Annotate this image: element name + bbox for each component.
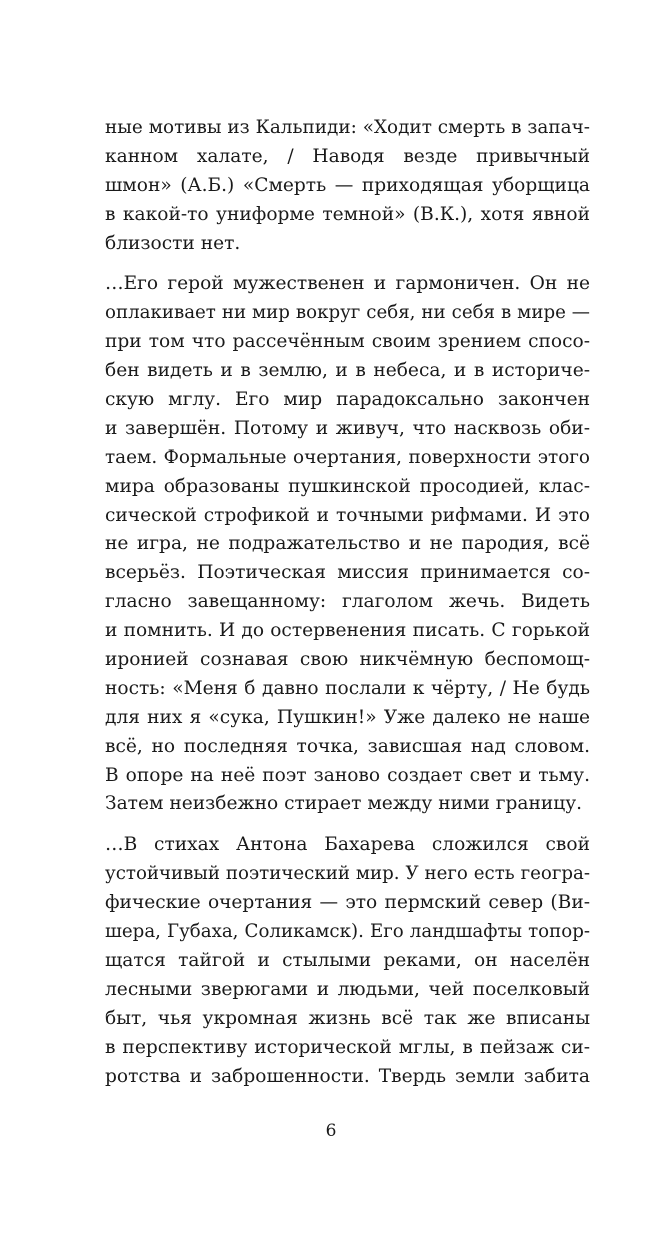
text-line: ность: «Меня б давно послали к чёрту, / Не будь (105, 677, 590, 699)
text-line: всё, но последняя точка, зависшая над словом. (105, 735, 590, 757)
text-line: быт, чья укромная жизнь всё так же вписаны (105, 1007, 590, 1029)
text-line: мира образованы пушкинской просодией, клас- (105, 475, 590, 497)
text-line: устойчивый поэтический мир. У него есть геогра- (105, 863, 590, 885)
text-line: близости нет. (105, 232, 241, 254)
text-line: гласно завещанному: глаголом жечь. Видеть (105, 591, 590, 613)
text-line: канном халате, / Наводя везде привычный (105, 145, 590, 167)
page-number: 6 (325, 1121, 337, 1141)
paragraph-1 (105, 114, 590, 258)
text-line: ротства и заброшенности. Твердь земли забита (105, 1065, 590, 1087)
text-line: бен видеть и в землю, и в небеса, и в историче- (105, 360, 590, 382)
text-line: шера, Губаха, Соликамск). Его ландшафты топор- (105, 921, 590, 943)
text-line: при том что рассечённым своим зрением спосо- (105, 331, 590, 353)
text-line: щатся тайгой и стылыми реками, он населён (105, 949, 590, 971)
text-line: фические очертания — это пермский север (Ви- (105, 892, 590, 914)
text-line: не игра, не подражательство и не пародия, всё (105, 533, 590, 555)
text-line: в перспективу исторической мглы, в пейзаж си- (105, 1036, 590, 1058)
text-line: скую мглу. Его мир парадоксально закончен (105, 389, 590, 411)
text-line: сической строфикой и точными рифмами. И это (105, 504, 590, 526)
text-line: иронией сознавая свою никчёмную беспомощ- (105, 649, 590, 671)
text-line: лесными зверюгами и людьми, чей поселковый (105, 978, 590, 1000)
text-line: оплакивает ни мир вокруг себя, ни себя в мире — (105, 302, 590, 324)
text-line: шмон» (А.Б.) «Смерть — приходящая уборщица (105, 174, 590, 196)
text-line: ные мотивы из Кальпиди: «Ходит смерть в запач- (105, 117, 590, 138)
text-line: В опоре на неё поэт заново создает свет и тьму. (105, 764, 590, 786)
text-line: всерьёз. Поэтическая миссия принимается со- (105, 562, 590, 584)
text-line: для них я «сука, Пушкин!» Уже далеко не наше (105, 706, 590, 728)
paragraph-2 (105, 270, 590, 819)
text-line: в какой-то униформе темной» (В.К.), хотя явной (105, 203, 590, 225)
text-line: и помнить. И до остервенения писать. С горькой (105, 620, 590, 642)
text-line: …Его герой мужественен и гармоничен. Он не (105, 273, 590, 295)
text-line: таем. Формальные очертания, поверхности этого (105, 446, 590, 468)
body-text (105, 114, 590, 1103)
text-line: и завершён. Потому и живуч, что насквозь оби- (105, 417, 590, 439)
paragraph-3 (105, 831, 590, 1091)
text-line: …В стихах Антона Бахарева сложился свой (105, 834, 590, 856)
text-line: Затем неизбежно стирает между ними границу. (105, 793, 583, 815)
